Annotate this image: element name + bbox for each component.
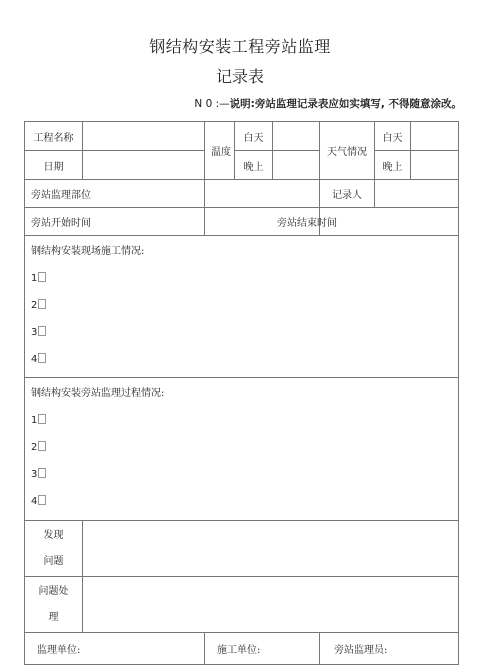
process-item-3: 3	[31, 468, 452, 480]
document-subtitle: 记录表	[215, 67, 264, 86]
weather-day-field[interactable]	[411, 122, 459, 151]
temperature-day-field[interactable]	[273, 122, 320, 151]
issues-found-label: 发现 问题	[25, 521, 83, 577]
issue-handling-label: 问题处 理	[25, 577, 83, 633]
supervision-part-label: 旁站监理部位	[25, 180, 205, 208]
temperature-day-label: 白天	[235, 122, 273, 151]
date-field[interactable]	[83, 151, 205, 180]
supervision-part-field[interactable]	[205, 180, 320, 208]
note-body: 说明:旁站监理记录表应如实填写, 不得随意涂改。	[229, 98, 462, 110]
construction-unit-label: 施工单位:	[205, 633, 320, 665]
weather-label: 天气情况	[320, 122, 375, 180]
project-name-field[interactable]	[83, 122, 205, 151]
end-time-label: 旁站结束时间	[205, 208, 320, 236]
temperature-night-label: 晚上	[235, 151, 273, 180]
end-time-field[interactable]	[320, 208, 459, 236]
weather-night-field[interactable]	[411, 151, 459, 180]
temperature-label: 温度	[205, 122, 235, 180]
supervision-record-form	[24, 121, 459, 665]
process-item-2: 2	[31, 441, 452, 453]
construction-status-section[interactable]	[25, 236, 459, 378]
process-item-4: 4	[31, 495, 452, 507]
project-name-label: 工程名称	[25, 122, 83, 151]
temperature-night-field[interactable]	[273, 151, 320, 180]
issues-found-field[interactable]	[83, 521, 459, 577]
supervision-unit-label: 监理单位:	[25, 633, 205, 665]
note-prefix: N 0 :—	[194, 98, 230, 110]
date-label: 日期	[25, 151, 83, 180]
process-item-1: 1	[31, 414, 452, 426]
supervision-process-section[interactable]	[25, 378, 459, 521]
supervision-process-label: 钢结构安装旁站监理过程情况:	[31, 388, 165, 399]
supervisor-label: 旁站监理员:	[320, 633, 459, 665]
recorder-field[interactable]	[375, 180, 459, 208]
construction-item-3: 3	[31, 326, 452, 338]
document-title: 钢结构安装工程旁站监理	[149, 37, 331, 56]
start-time-label: 旁站开始时间	[25, 208, 205, 236]
weather-day-label: 白天	[375, 122, 411, 151]
construction-status-label: 钢结构安装现场施工情况:	[31, 246, 145, 257]
construction-item-1: 1	[31, 272, 452, 284]
weather-night-label: 晚上	[375, 151, 411, 180]
document-note	[194, 96, 462, 111]
construction-item-2: 2	[31, 299, 452, 311]
recorder-label: 记录人	[320, 180, 375, 208]
construction-item-4: 4	[31, 353, 452, 365]
issue-handling-field[interactable]	[83, 577, 459, 633]
